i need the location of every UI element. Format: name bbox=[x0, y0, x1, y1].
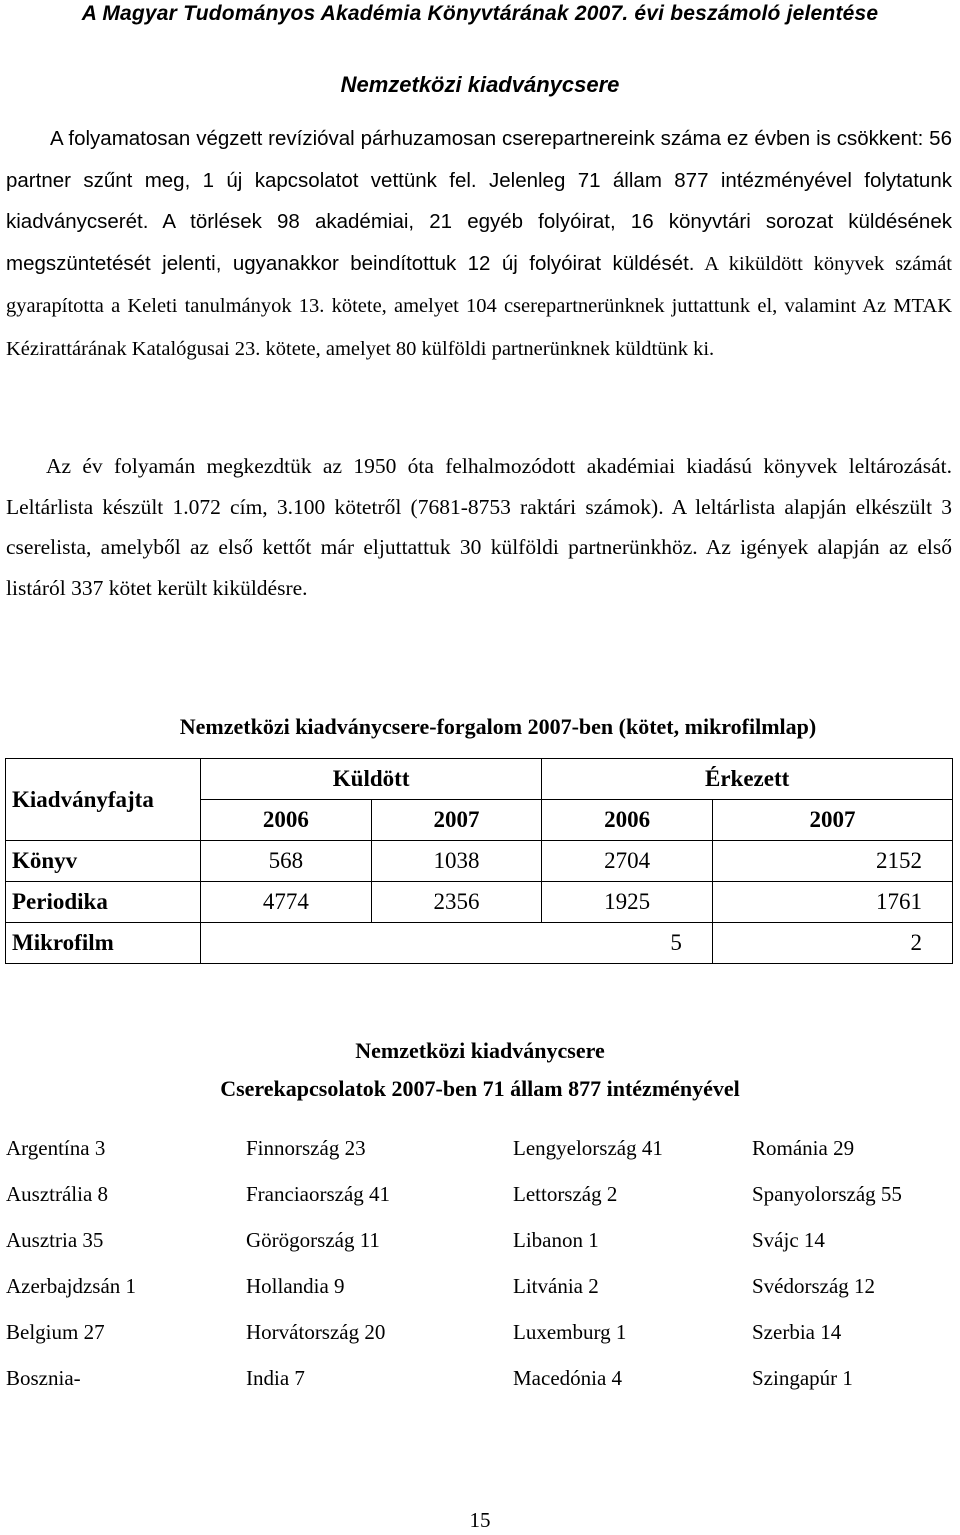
country-item: Litvánia 2 bbox=[513, 1274, 599, 1298]
country-item: Szingapúr 1 bbox=[752, 1366, 853, 1390]
table-cell: 1925 bbox=[542, 882, 713, 923]
group-header-received: Érkezett bbox=[542, 759, 953, 800]
table-cell: 4774 bbox=[201, 882, 372, 923]
country-item: Svédország 12 bbox=[752, 1274, 876, 1298]
row-label: Periodika bbox=[6, 882, 201, 923]
table-cell-merged: 5 bbox=[201, 923, 713, 964]
table-title: Nemzetközi kiadványcsere-forgalom 2007-ben (kötet, mikrofilmlap) bbox=[179, 714, 817, 739]
paragraph-part-b: A kiküldött könyvek számát gyarapította a Keleti tanulmányok 13. kötete, amelyet 104 cserepartnerünknek juttattunk el, valamint Az MTAK Kézirattárának Katalógusai 23. kötete, amelyet 80 külföldi partnerünknek küldtünk ki. bbox=[6, 252, 952, 360]
year-header: 2007 bbox=[712, 800, 952, 841]
country-item: Argentína 3 bbox=[6, 1136, 106, 1160]
country-item: Spanyolország 55 bbox=[752, 1182, 902, 1206]
country-item: Franciaország 41 bbox=[246, 1182, 391, 1206]
table-row bbox=[6, 841, 953, 882]
table-cell: 2152 bbox=[712, 841, 952, 882]
table-cell: 568 bbox=[201, 841, 372, 882]
country-item: Lengyelország 41 bbox=[513, 1136, 663, 1160]
report-header: A Magyar Tudományos Akadémia Könyvtárának 2007. évi beszámoló jelentése bbox=[0, 0, 960, 28]
table-cell: 1038 bbox=[371, 841, 542, 882]
country-item: Lettország 2 bbox=[513, 1182, 618, 1206]
country-item: Libanon 1 bbox=[513, 1228, 599, 1252]
relations-subtitle: Cserekapcsolatok 2007-ben 71 állam 877 intézményével bbox=[220, 1076, 740, 1101]
row-label: Mikrofilm bbox=[6, 923, 201, 964]
group-header-sent: Küldött bbox=[201, 759, 542, 800]
table-row bbox=[6, 882, 953, 923]
exchange-traffic-table bbox=[5, 758, 953, 964]
paragraph-part-a: A folyamatosan végzett revízióval párhuzamosan cserepartnereink száma ez évben is csökkent: 56 partner szűnt meg, 1 új kapcsolatot vettünk fel. Jelenleg 71 állam 877 intézményével folytatunk kiadványcserét. A törlések 98 akadémiai, 21 egyéb folyóirat, 16 könyvtári sorozat küldésének megszüntetését jelenti, ugyanakkor beindítottuk 12 új folyóirat küldését. bbox=[6, 127, 952, 275]
country-item: Ausztria 35 bbox=[6, 1228, 104, 1252]
country-item: Bosznia- bbox=[6, 1366, 81, 1390]
country-item: Azerbajdzsán 1 bbox=[6, 1274, 137, 1298]
country-item: Hollandia 9 bbox=[246, 1274, 345, 1298]
country-item: Románia 29 bbox=[752, 1136, 855, 1160]
table-header-row bbox=[6, 759, 953, 800]
country-item: Ausztrália 8 bbox=[6, 1182, 109, 1206]
table-cell: 2 bbox=[712, 923, 952, 964]
table-cell: 2356 bbox=[371, 882, 542, 923]
year-header: 2006 bbox=[201, 800, 372, 841]
column-header-kiadvanyfajta: Kiadványfajta bbox=[6, 759, 201, 841]
paragraph-exchange-partners bbox=[6, 118, 952, 370]
table-cell: 1761 bbox=[712, 882, 952, 923]
table-cell: 2704 bbox=[542, 841, 713, 882]
country-item: Svájc 14 bbox=[752, 1228, 825, 1252]
paragraph-inventory: Az év folyamán megkezdtük az 1950 óta felhalmozódott akadémiai kiadású könyvek leltározását. Leltárlista készült 1.072 cím, 3.100 kötetről (7681-8753 raktári számok). A leltárlista alapján elkészült 3 cserelista, amelyből az első kettőt már eljuttattuk 30 külföldi partnerünkhöz. Az igények alapján az első listáról 337 kötet került kiküldésre. bbox=[6, 454, 952, 600]
relations-title: Nemzetközi kiadványcsere bbox=[355, 1038, 605, 1063]
table-row bbox=[6, 923, 953, 964]
country-item: India 7 bbox=[246, 1366, 305, 1390]
year-header: 2006 bbox=[542, 800, 713, 841]
row-label: Könyv bbox=[6, 841, 201, 882]
country-item: Görögország 11 bbox=[246, 1228, 380, 1252]
country-item: Macedónia 4 bbox=[513, 1366, 623, 1390]
page-number: 15 bbox=[469, 1508, 491, 1532]
country-item: Szerbia 14 bbox=[752, 1320, 842, 1344]
country-item: Finnország 23 bbox=[246, 1136, 366, 1160]
section-title: Nemzetközi kiadványcsere bbox=[340, 72, 620, 97]
country-item: Belgium 27 bbox=[6, 1320, 105, 1344]
country-item: Horvátország 20 bbox=[246, 1320, 386, 1344]
country-item: Luxemburg 1 bbox=[513, 1320, 627, 1344]
year-header: 2007 bbox=[371, 800, 542, 841]
